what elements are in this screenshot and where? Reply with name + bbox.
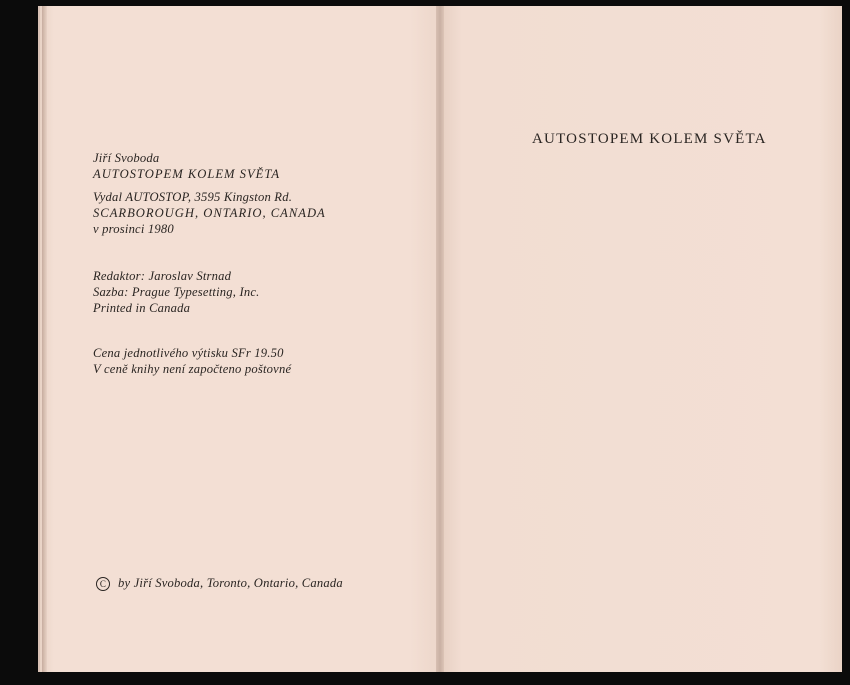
left-page (38, 6, 442, 672)
copyright-icon: C (96, 577, 110, 591)
publisher-line: Vydal AUTOSTOP, 3595 Kingston Rd. (93, 190, 293, 204)
postage-note: V ceně knihy není započteno poštovné (93, 362, 292, 376)
city-line: SCARBOROUGH, ONTARIO, CANADA (93, 206, 326, 220)
copyright-text: by Jiří Svoboda, Toronto, Ontario, Canada (118, 576, 343, 590)
printed-line: Printed in Canada (93, 301, 191, 315)
book-gutter (436, 6, 444, 672)
author-name: Jiří Svoboda (93, 151, 160, 165)
editor-line: Redaktor: Jaroslav Strnad (93, 269, 232, 283)
price-line: Cena jednotlivého výtisku SFr 19.50 (93, 346, 284, 360)
right-page (440, 6, 842, 672)
right-page-title: AUTOSTOPEM KOLEM SVĚTA (532, 131, 767, 147)
date-line: v prosinci 1980 (93, 222, 174, 236)
open-book (38, 6, 842, 672)
page-edge (42, 6, 47, 672)
book-title-small: AUTOSTOPEM KOLEM SVĚTA (93, 167, 281, 181)
typesetting-line: Sazba: Prague Typesetting, Inc. (93, 285, 260, 299)
copyright-line (96, 575, 343, 591)
